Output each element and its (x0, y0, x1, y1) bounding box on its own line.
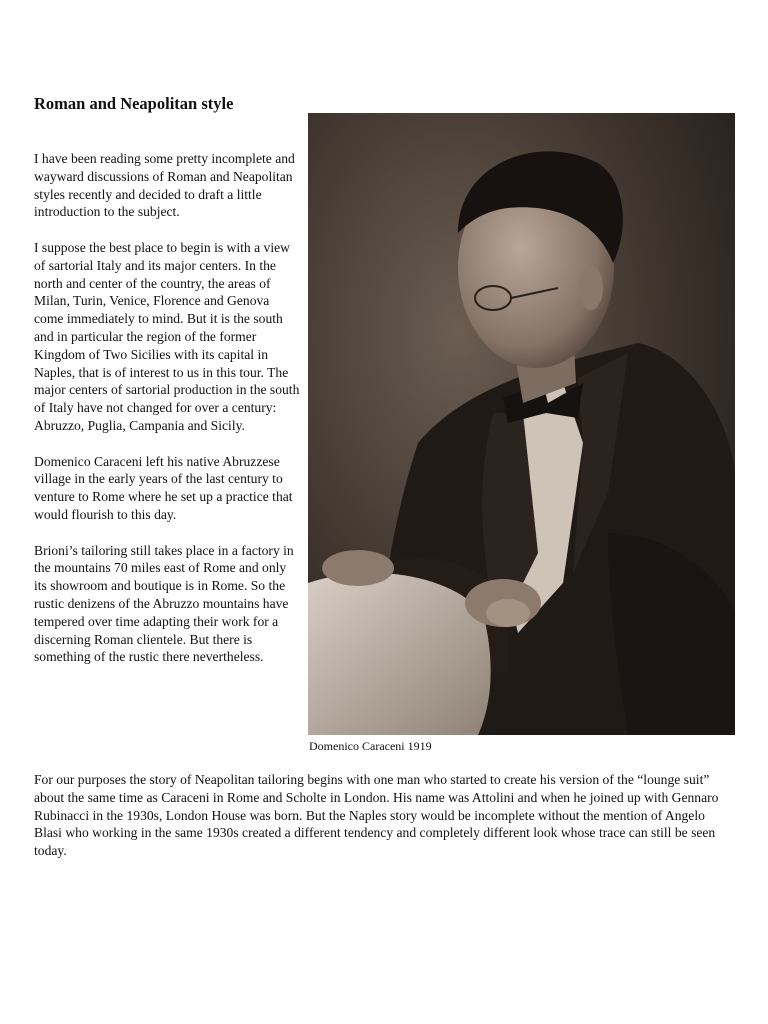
intro-column (34, 150, 300, 684)
paragraph-caraceni: Domenico Caraceni left his native Abruzzese village in the early years of the last century to venture to Rome where he set up a practice that would flourish to this day. (34, 453, 293, 522)
paragraph-neapolitan: For our purposes the story of Neapolitan tailoring begins with one man who started to create his version of the “lounge suit” about the same time as Caraceni in Rome and Scholte in London. His name was Attolini and when he joined up with Gennaro Rubinacci in the 1930s, London House was born. But the Naples story would be incomplete without the mention of Angelo Blasi who working in the same 1930s created a different tendency and completely different look whose trace can still be seen today. (34, 772, 719, 859)
portrait-illustration (308, 113, 735, 735)
photo-caption: Domenico Caraceni 1919 (309, 739, 432, 753)
paragraph-brioni: Brioni’s tailoring still takes place in a factory in the mountains 70 miles east of Rome and only its showroom and boutique is in Rome. So the rustic denizens of the Abruzzo mountains have tempered over time adapting their work for a discerning Roman clientele. But there is something of the rustic there nevertheless. (34, 542, 294, 665)
paragraph-sartorial-italy: I suppose the best place to begin is with a view of sartorial Italy and its major centers. In the north and center of the country, the areas of Milan, Turin, Venice, Florence and Genova come immediately to mind. But it is the south and in particular the region of the former Kingdom of Two Sicilies with its capital in Naples, that is of interest to us in this tour. The major centers of sartorial production in the south of Italy have not changed for over a century: Abruzzo, Puglia, Campania and Sicily. (34, 239, 300, 433)
portrait-photo (308, 113, 735, 735)
paragraph-intro: I have been reading some pretty incomplete and wayward discussions of Roman and Neapolitan styles recently and decided to draft a little introduction to the subject. (34, 151, 295, 220)
article-title: Roman and Neapolitan style (34, 94, 234, 113)
